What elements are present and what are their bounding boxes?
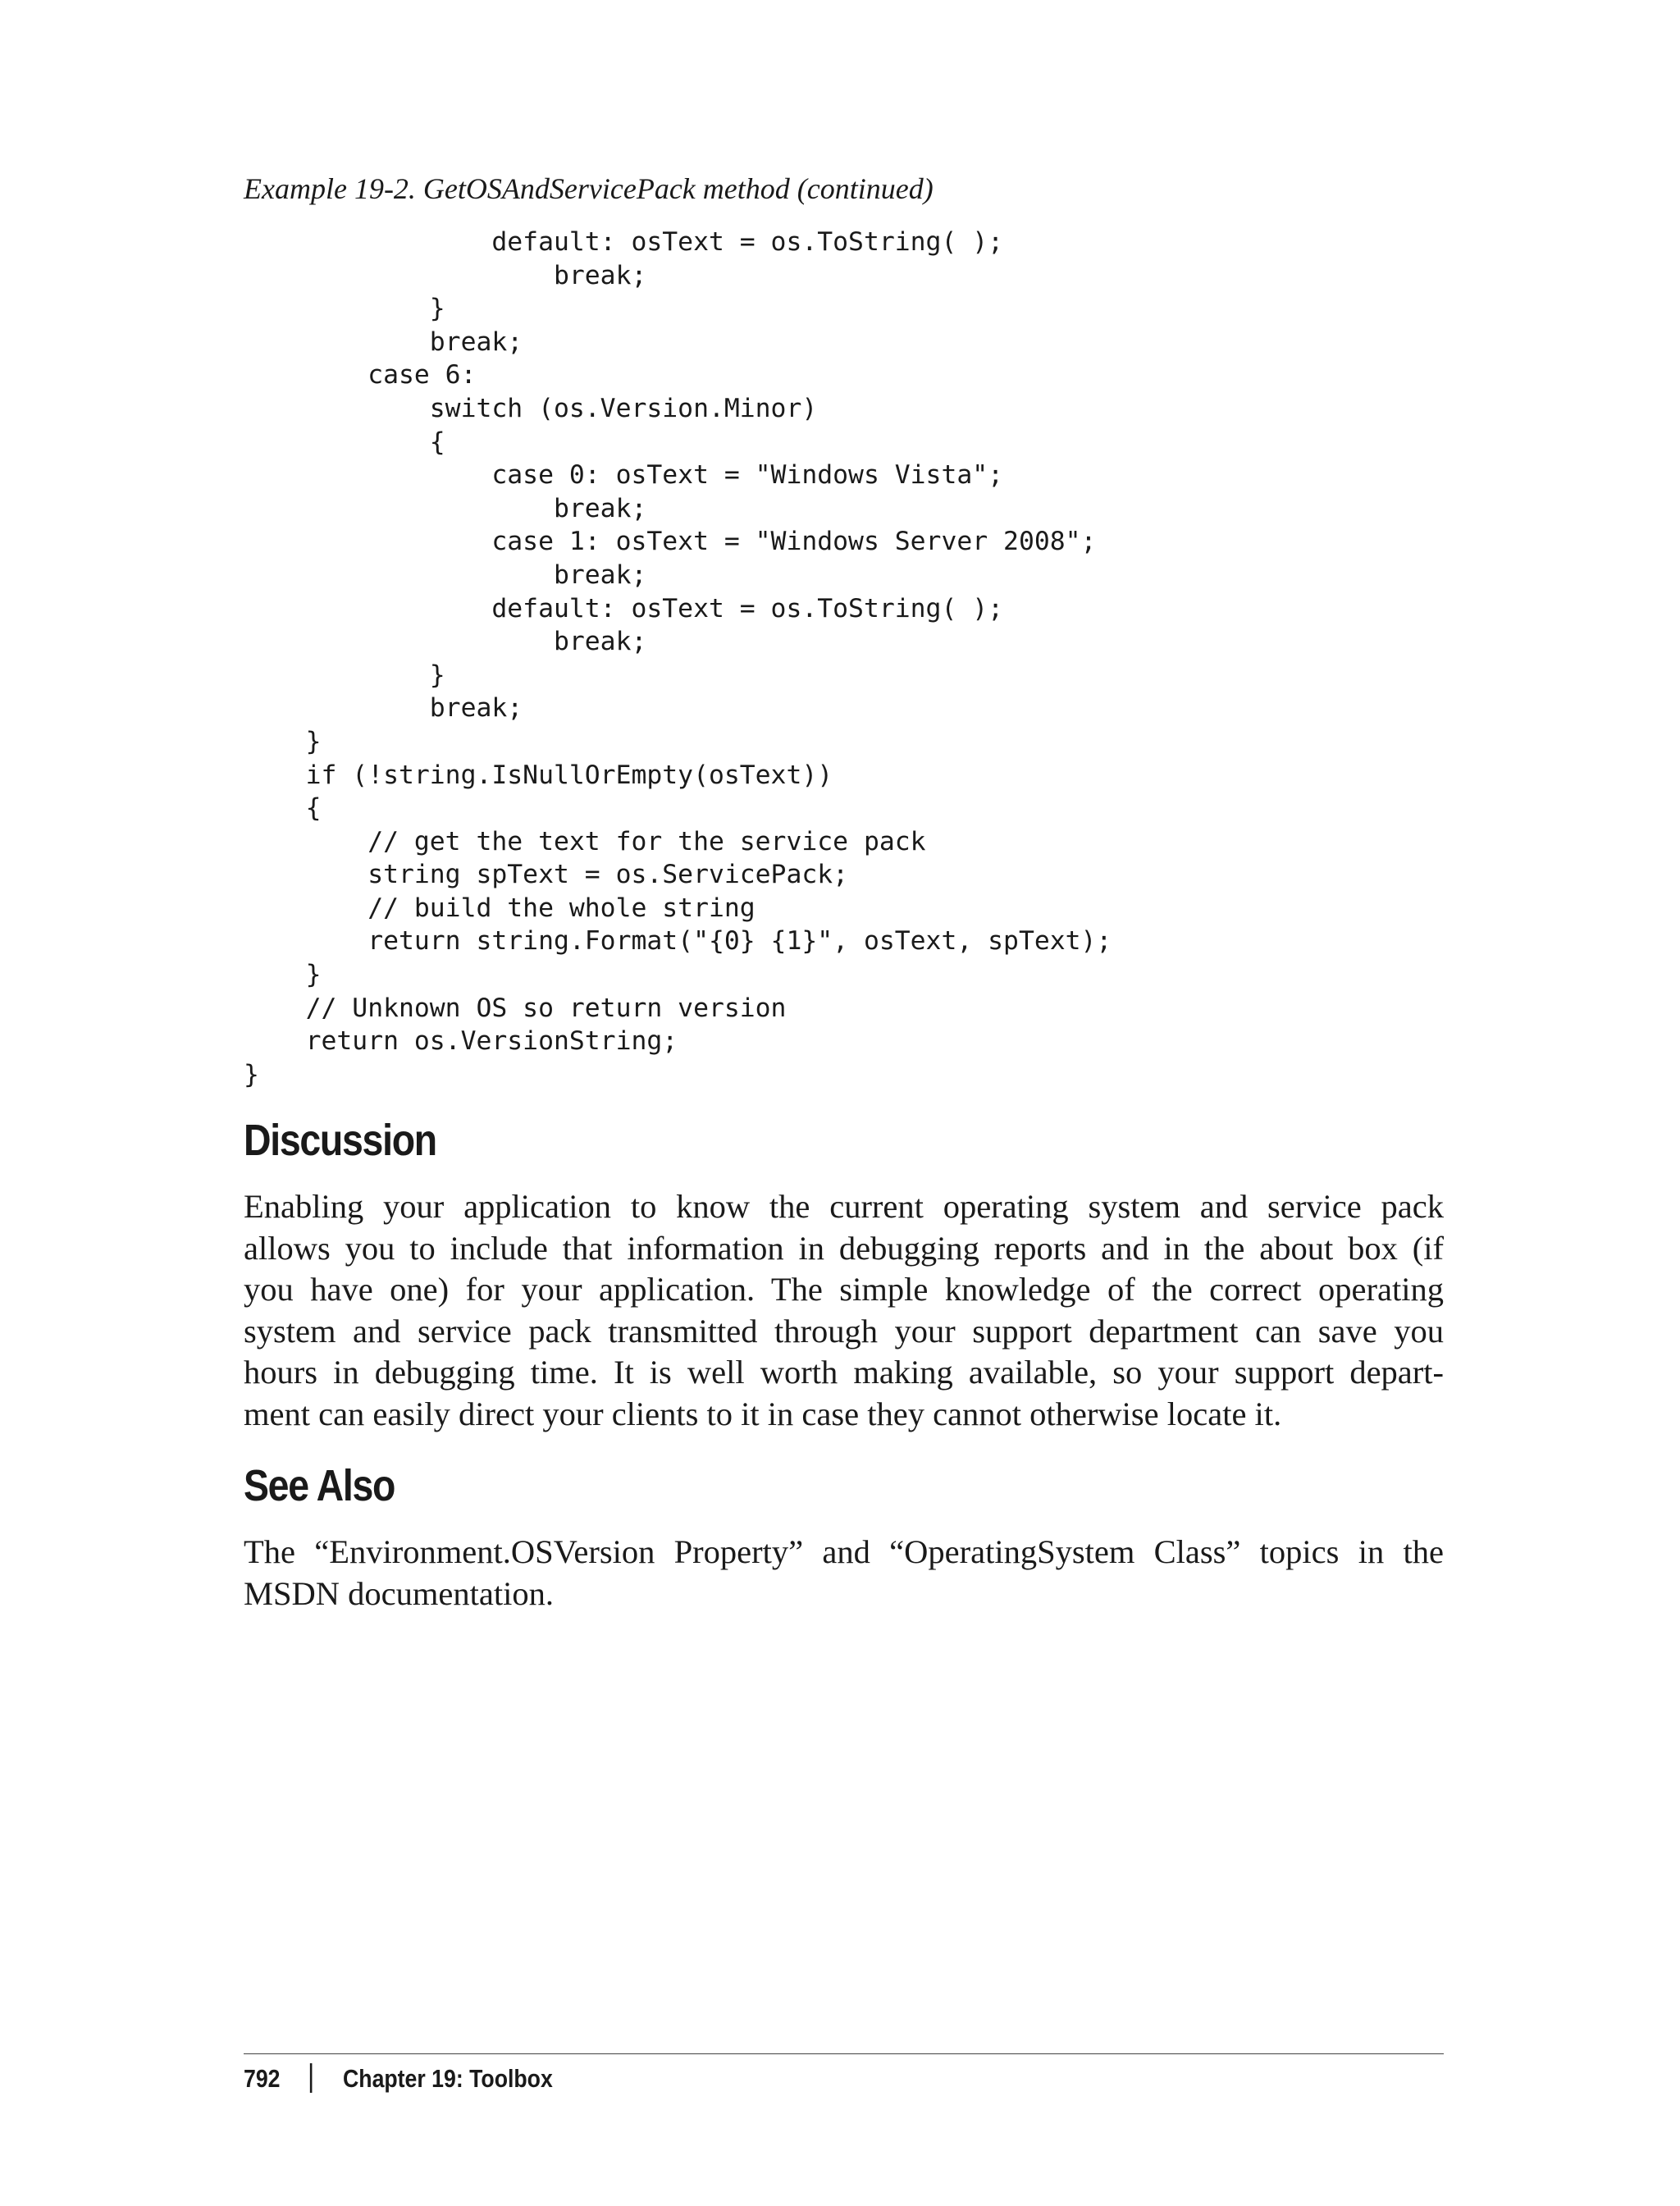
example-caption: Example 19-2. GetOSAndServicePack method (continued) <box>244 172 934 205</box>
discussion-heading: Discussion <box>244 1116 436 1165</box>
code-line: // Unknown OS so return version <box>244 993 787 1023</box>
see-also-heading: See Also <box>244 1461 395 1510</box>
code-line: } <box>244 1059 259 1089</box>
code-line: break; <box>244 327 523 357</box>
paragraph-line: ment can easily direct your clients to it in case they cannot otherwise locate it. <box>244 1395 1282 1432</box>
paragraph-line: MSDN documentation. <box>244 1574 554 1612</box>
see-also-paragraph <box>244 1532 1444 1615</box>
code-line: default: osText = os.ToString( ); <box>244 227 1004 257</box>
code-line: break; <box>244 627 647 657</box>
code-listing <box>244 226 1112 1091</box>
code-line: default: osText = os.ToString( ); <box>244 593 1004 623</box>
code-line: } <box>244 726 322 756</box>
code-line: } <box>244 294 445 324</box>
code-line: case 1: osText = "Windows Server 2008"; <box>244 527 1097 557</box>
footer-rule <box>244 2053 1444 2054</box>
paragraph-line: you have one) for your application. The simple knowledge of the correct operating <box>244 1271 1444 1308</box>
paragraph-line: The “Environment.OSVersion Property” and “OperatingSystem Class” topics in the <box>244 1533 1444 1570</box>
code-line: // get the text for the service pack <box>244 826 926 856</box>
code-line: } <box>244 960 322 990</box>
code-line: } <box>244 660 445 690</box>
code-line: { <box>244 793 322 824</box>
paragraph-line: Enabling your application to know the current operating system and service pack <box>244 1188 1444 1225</box>
page-footer <box>244 2061 553 2097</box>
code-line: { <box>244 427 445 457</box>
code-line: break; <box>244 693 523 724</box>
paragraph-line: allows you to include that information in debugging reports and in the about box (if <box>244 1229 1444 1267</box>
code-line: string spText = os.ServicePack; <box>244 860 849 890</box>
page-number: 792 <box>244 2064 281 2093</box>
code-line: break; <box>244 559 647 590</box>
code-line: if (!string.IsNullOrEmpty(osText)) <box>244 760 833 790</box>
code-line: // build the whole string <box>244 893 756 923</box>
discussion-paragraph <box>244 1186 1444 1435</box>
code-line: break; <box>244 260 647 290</box>
paragraph-line: hours in debugging time. It is well worth making available, so your support depart- <box>244 1354 1444 1391</box>
code-line: break; <box>244 493 647 523</box>
code-line: switch (os.Version.Minor) <box>244 393 818 423</box>
code-line: return os.VersionString; <box>244 1026 678 1057</box>
chapter-label: Chapter 19: Toolbox <box>343 2064 553 2093</box>
footer-separator <box>310 2063 313 2093</box>
code-line: case 0: osText = "Windows Vista"; <box>244 460 1004 491</box>
code-line: return string.Format("{0} {1}", osText, spText); <box>244 926 1112 957</box>
paragraph-line: system and service pack transmitted through your support department can save you <box>244 1312 1444 1350</box>
code-line: case 6: <box>244 360 477 391</box>
